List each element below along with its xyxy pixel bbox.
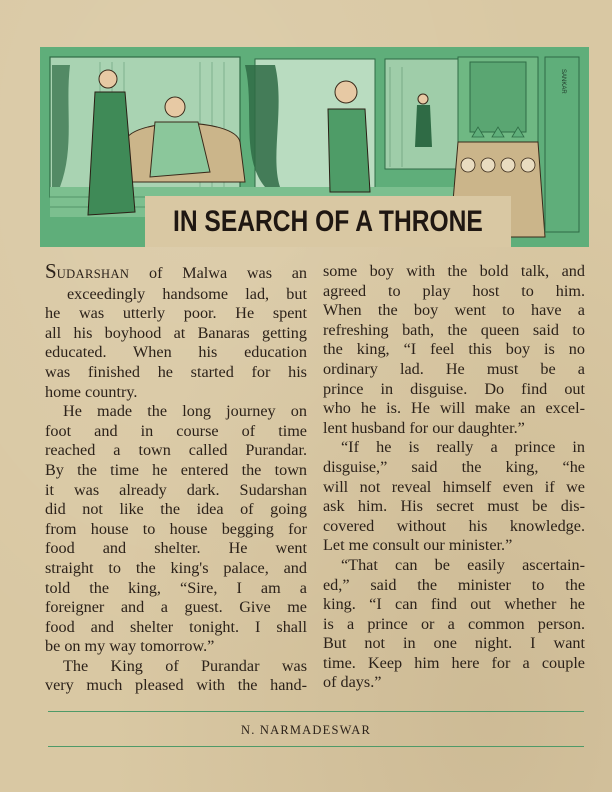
text-line: refreshing bath, the queen said to [323,320,585,339]
footer-rule-top [48,711,584,712]
text-line: Let me consult our minister.” [323,536,513,555]
text-line: He made the long journey on [63,402,307,421]
text-line: exceedingly handsome lad, but [67,284,307,303]
text-line: king. “I can find out whether he [323,595,585,614]
text-line: all his boyhood at Banaras getting [45,323,307,342]
text-line: reached a town called Purandar. [45,441,307,460]
text-line: The King of Purandar was [63,656,307,675]
text-line: But not in one night. I want [323,634,585,653]
text-line: told the king, “Sire, I am a [45,578,307,597]
text-line: home country. [45,382,138,401]
text-line: prince in disguise. Do find out [323,379,585,398]
text-line: ed,” said the minister to the [323,575,585,594]
story-title: IN SEARCH OF A THRONE [173,204,483,238]
text-line: When the boy went to have a [323,301,585,320]
first-initial: S [45,259,57,283]
footer-rule-bottom [48,746,584,747]
text-line: did not like the idea of going [45,500,307,519]
title-plate [145,196,511,247]
text-line: agreed to play host to him. [323,281,585,300]
text-line: it was already dark. Sudarshan [45,480,307,499]
right-text-column [323,262,585,693]
text-line: By the time he entered the town [45,460,307,479]
first-word: UDARSHAN [56,267,130,281]
text-line: he was utterly poor. He spent [45,304,307,323]
text-line: who he is. He will make an excel- [323,399,585,418]
artist-signature: SANKAR [560,69,566,94]
text-line: is a prince or a common person. [323,614,585,633]
text-line: lent husband for our daughter.” [323,418,525,437]
text-line: will not reveal himself even if we [323,477,585,496]
text-line: foreigner and a guest. Give me [45,598,307,617]
text-line: the king, “I feel this boy is no [323,340,585,359]
text-line: ordinary lad. He must be a [323,359,585,378]
text-line: SUDARSHAN of Malwa was an [45,259,307,283]
text-line: straight to the king's palace, and [45,558,307,577]
text-line: food and shelter tonight. I shall [45,617,307,636]
text-line: very much pleased with the hand- [45,676,307,695]
text-line: food and shelter. He went [45,539,307,558]
text-line: of days.” [323,673,382,692]
left-text-column [45,259,307,696]
text-line: time. Keep him here for a couple [323,653,585,672]
text-line: covered without his knowledge. [323,516,585,535]
author-byline: N. NARMADESWAR [240,723,371,737]
text-line: “If he is really a prince in [341,438,585,457]
text-line: some boy with the bold talk, and [323,262,585,280]
text-line: be on my way tomorrow.” [45,637,215,656]
text-line: was finished he started for his [45,362,307,381]
text-line: “That can be easily ascertain- [341,555,585,574]
text-line: educated. When his education [45,343,307,362]
text-line: from house to house begging for [45,519,307,538]
text-line: ask him. His secret must be dis- [323,497,585,516]
text-line: foot and in course of time [45,421,307,440]
text-line: disguise,” said the king, “he [323,457,585,476]
